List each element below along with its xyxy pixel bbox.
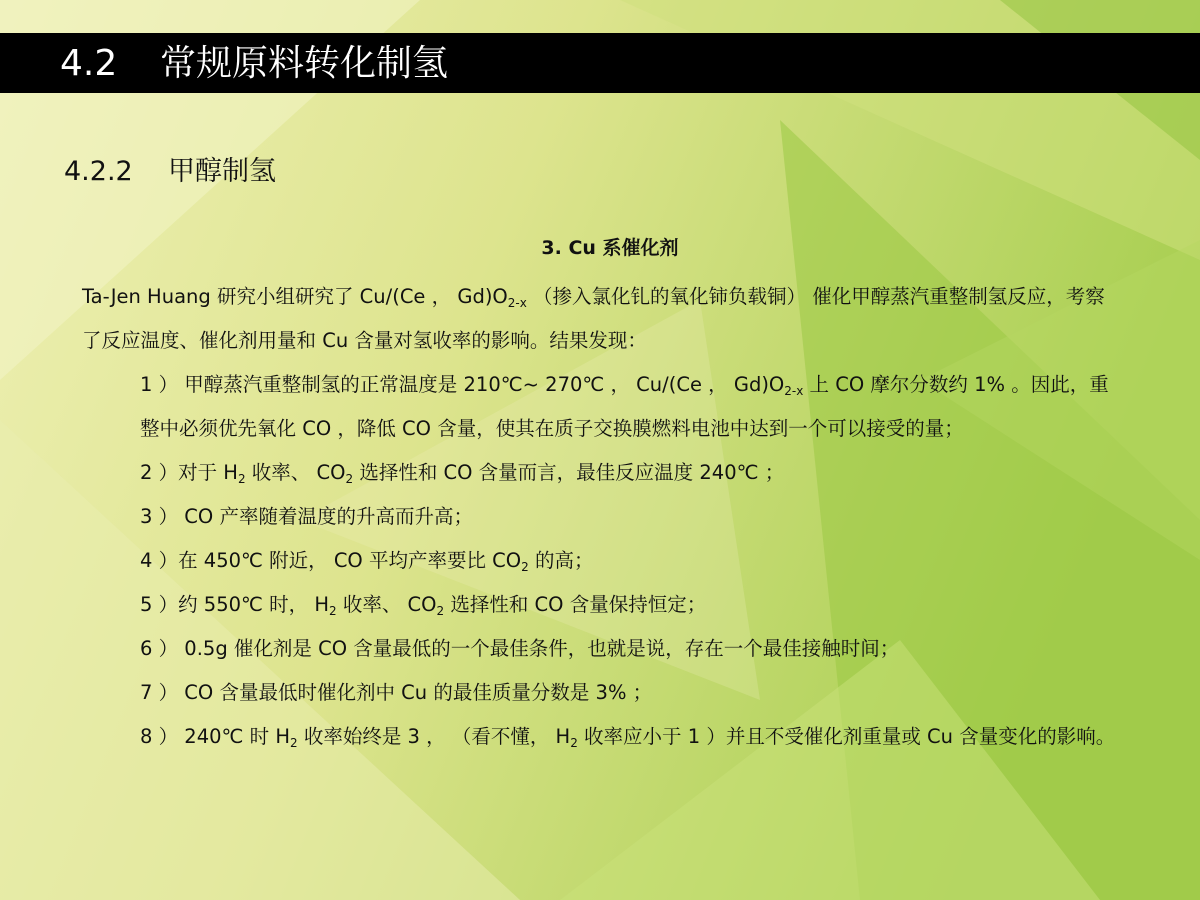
item-8-subscript-1: 2 xyxy=(289,736,298,750)
item-4-subscript: 2 xyxy=(521,560,529,574)
item-1-text-2: 上 CO 摩尔分数约 1% 。因此，重整中必须优先氧化 CO ，降低 CO 含量，使其在质子交换膜燃料电池中达到一个可以接受的量； xyxy=(140,373,1109,440)
item-8-subscript-2: 2 xyxy=(570,736,578,750)
intro-subscript: 2-x xyxy=(507,296,527,310)
intro-text-2: （掺入氯化钆的氧化铈负载铜） 催化甲醇蒸汽重整制氢反应，考察了反应温度、催化剂用量和 Cu 含量对氢收率的影响。结果发现： xyxy=(82,285,1105,352)
item-5-text-1: 5 ）约 550℃ 时， H xyxy=(140,593,329,616)
intro-paragraph xyxy=(82,275,1122,363)
item-6-text: 6 ） 0.5g 催化剂是 CO 含量最低的一个最佳条件，也就是说，存在一个最佳接触时间； xyxy=(140,637,900,660)
slide-title-number: 4.2 xyxy=(60,43,118,84)
item-2-subscript-1: 2 xyxy=(237,472,246,486)
item-4-text-1: 4 ）在 450℃ 附近， CO 平均产率要比 CO xyxy=(140,549,522,572)
slide-title-text: 常规原料转化制氢 xyxy=(160,43,449,84)
item-1-text-1: 1 ） 甲醇蒸汽重整制氢的正常温度是 210℃~ 270℃ ， Cu/(Ce ， Gd)O xyxy=(140,373,785,396)
list-item-3 xyxy=(82,495,1122,539)
body-text xyxy=(82,275,1122,759)
item-2-subscript-2: 2 xyxy=(345,472,354,486)
section-heading xyxy=(64,152,276,192)
list-item-7 xyxy=(82,671,1122,715)
item-5-text-2: 收率、 CO xyxy=(336,593,437,616)
item-1-subscript: 2-x xyxy=(784,384,804,398)
list-item-8 xyxy=(82,715,1122,759)
list-item-6 xyxy=(82,627,1122,671)
subsection-heading: 3. Cu 系催化剂 xyxy=(541,237,679,259)
title-bar xyxy=(0,33,1200,93)
section-number: 4.2.2 xyxy=(64,156,133,187)
item-8-text-3: 收率应小于 1 ）并且不受催化剂重量或 Cu 含量变化的影响。 xyxy=(577,725,1116,748)
item-5-subscript-1: 2 xyxy=(328,604,337,618)
list-item-5 xyxy=(82,583,1122,627)
item-5-subscript-2: 2 xyxy=(436,604,445,618)
item-5-text-3: 选择性和 CO 含量保持恒定； xyxy=(444,593,707,616)
list-item-4 xyxy=(82,539,1122,583)
section-title: 甲醇制氢 xyxy=(168,156,276,187)
item-2-text-1: 2 ）对于 H xyxy=(140,461,238,484)
list-item-1 xyxy=(82,363,1122,451)
list-item-2 xyxy=(82,451,1122,495)
item-2-text-3: 选择性和 CO 含量而言，最佳反应温度 240℃ ； xyxy=(353,461,785,484)
item-2-text-2: 收率、 CO xyxy=(245,461,346,484)
item-8-text-2: 收率始终是 3 ， （看不懂， H xyxy=(297,725,571,748)
item-8-text-1: 8 ） 240℃ 时 H xyxy=(140,725,290,748)
item-3-text: 3 ） CO 产率随着温度的升高而升高； xyxy=(140,505,473,528)
item-4-text-2: 的高； xyxy=(528,549,594,572)
intro-text-1: Ta-Jen Huang 研究小组研究了 Cu/(Ce ， Gd)O xyxy=(82,285,508,308)
slide-title xyxy=(60,33,448,95)
item-7-text: 7 ） CO 含量最低时催化剂中 Cu 的最佳质量分数是 3% ； xyxy=(140,681,653,704)
